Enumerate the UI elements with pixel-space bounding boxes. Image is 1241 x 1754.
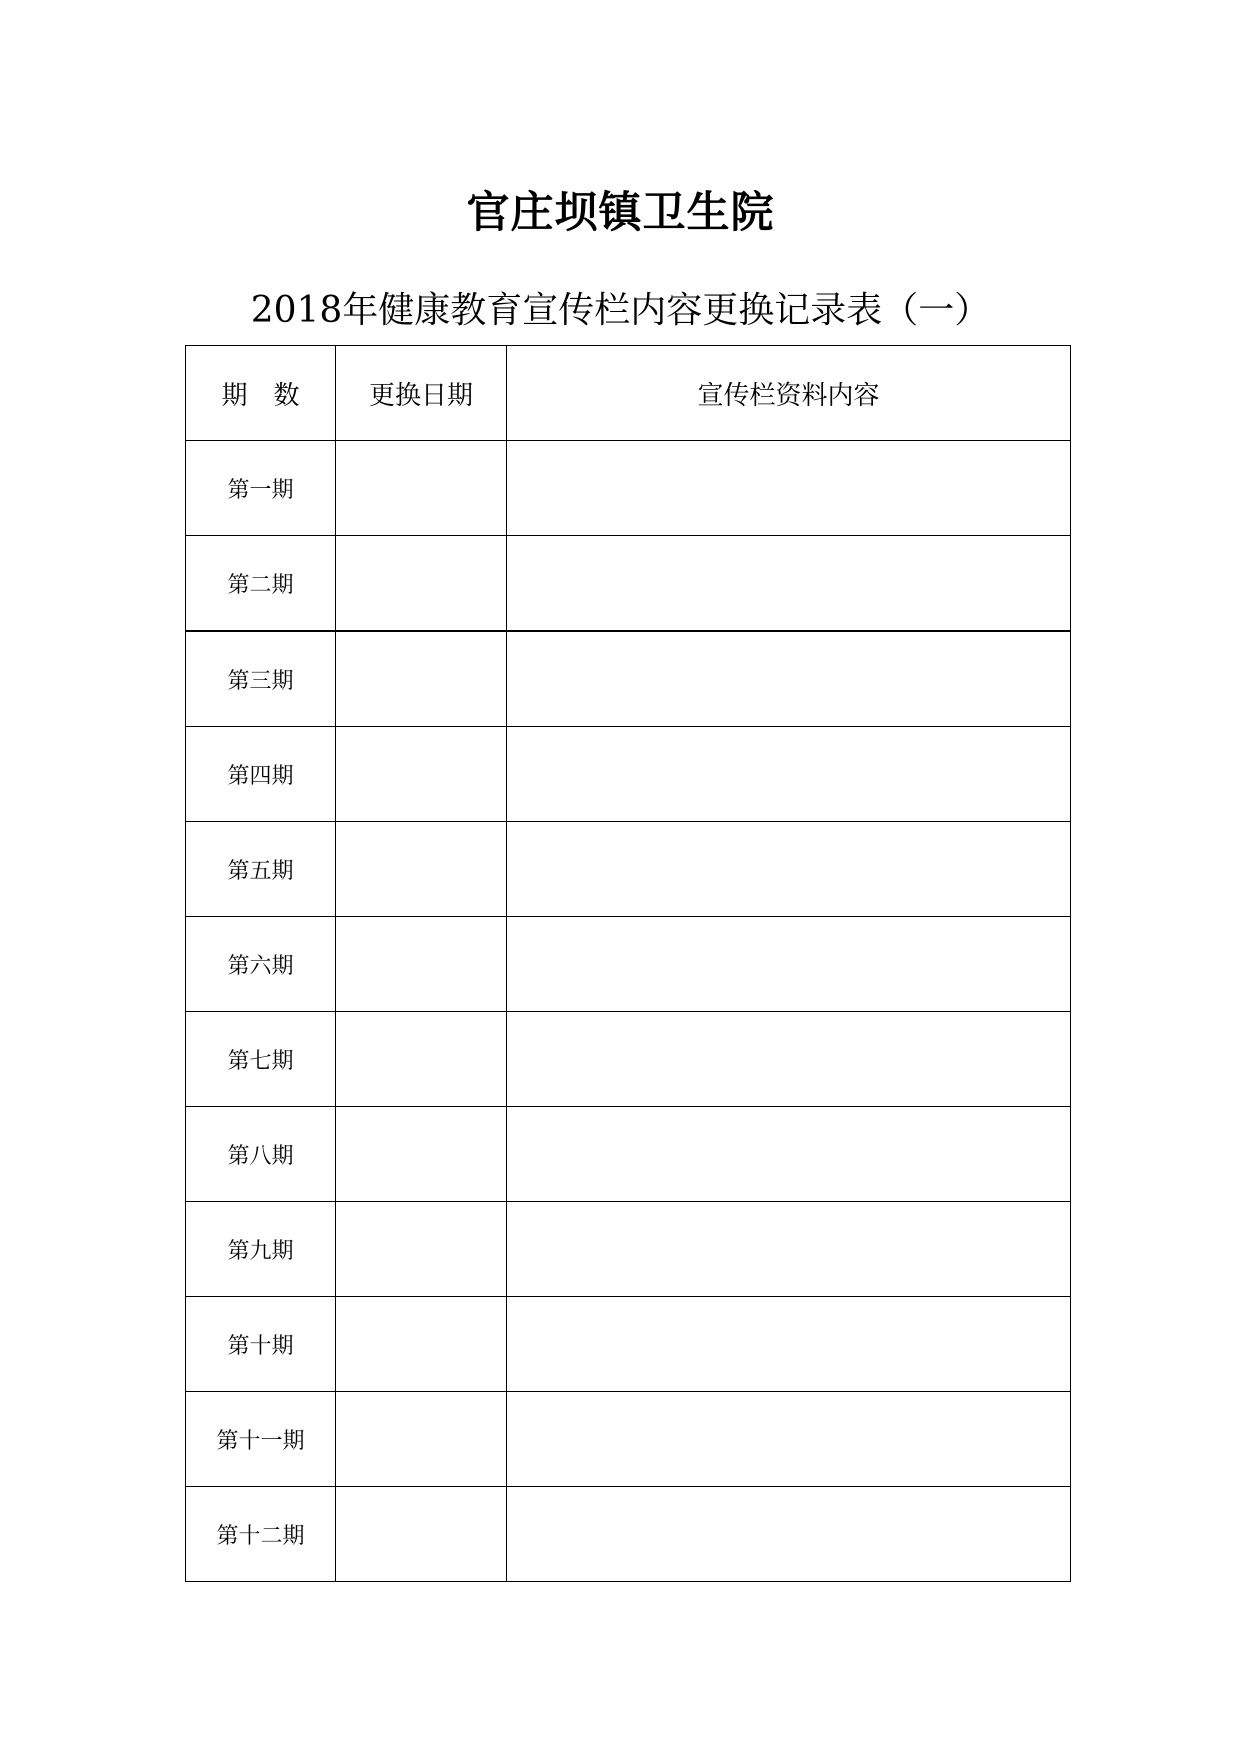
content-cell xyxy=(507,441,1071,536)
table-header-row xyxy=(186,346,1071,441)
table-row xyxy=(186,1202,1071,1297)
date-cell xyxy=(336,917,507,1012)
organization-title: 官庄坝镇卫生院 xyxy=(466,188,775,238)
table-row xyxy=(186,727,1071,822)
date-cell xyxy=(336,822,507,917)
table-row xyxy=(186,1297,1071,1392)
content-cell xyxy=(507,631,1071,727)
content-cell xyxy=(507,1107,1071,1202)
date-cell xyxy=(336,1487,507,1582)
content-cell xyxy=(507,822,1071,917)
table-row xyxy=(186,1012,1071,1107)
date-cell xyxy=(336,1012,507,1107)
period-cell: 第十一期 xyxy=(186,1392,336,1487)
date-cell xyxy=(336,1107,507,1202)
date-cell xyxy=(336,536,507,632)
table-row xyxy=(186,1487,1071,1582)
period-cell: 第二期 xyxy=(186,536,336,632)
table-row xyxy=(186,1107,1071,1202)
table-row xyxy=(186,441,1071,536)
date-cell xyxy=(336,1297,507,1392)
date-cell xyxy=(336,727,507,822)
date-cell xyxy=(336,631,507,727)
period-cell: 第六期 xyxy=(186,917,336,1012)
table-row xyxy=(186,631,1071,727)
table-row xyxy=(186,917,1071,1012)
period-cell: 第九期 xyxy=(186,1202,336,1297)
record-table xyxy=(185,345,1071,1582)
period-cell: 第十期 xyxy=(186,1297,336,1392)
table-row xyxy=(186,1392,1071,1487)
content-cell xyxy=(507,1297,1071,1392)
date-cell xyxy=(336,1392,507,1487)
content-cell xyxy=(507,1392,1071,1487)
table-row xyxy=(186,536,1071,632)
content-cell xyxy=(507,917,1071,1012)
table-row xyxy=(186,822,1071,917)
content-cell xyxy=(507,1012,1071,1107)
period-cell: 第一期 xyxy=(186,441,336,536)
period-cell: 第八期 xyxy=(186,1107,336,1202)
document-title: 2018年健康教育宣传栏内容更换记录表（一） xyxy=(250,290,991,331)
header-period: 期 数 xyxy=(186,346,336,441)
header-content: 宣传栏资料内容 xyxy=(507,346,1071,441)
period-cell: 第五期 xyxy=(186,822,336,917)
period-cell: 第三期 xyxy=(186,631,336,727)
header-change-date: 更换日期 xyxy=(336,346,507,441)
period-cell: 第四期 xyxy=(186,727,336,822)
period-cell: 第七期 xyxy=(186,1012,336,1107)
date-cell xyxy=(336,1202,507,1297)
content-cell xyxy=(507,1487,1071,1582)
content-cell xyxy=(507,727,1071,822)
content-cell xyxy=(507,1202,1071,1297)
content-cell xyxy=(507,536,1071,632)
period-cell: 第十二期 xyxy=(186,1487,336,1582)
date-cell xyxy=(336,441,507,536)
